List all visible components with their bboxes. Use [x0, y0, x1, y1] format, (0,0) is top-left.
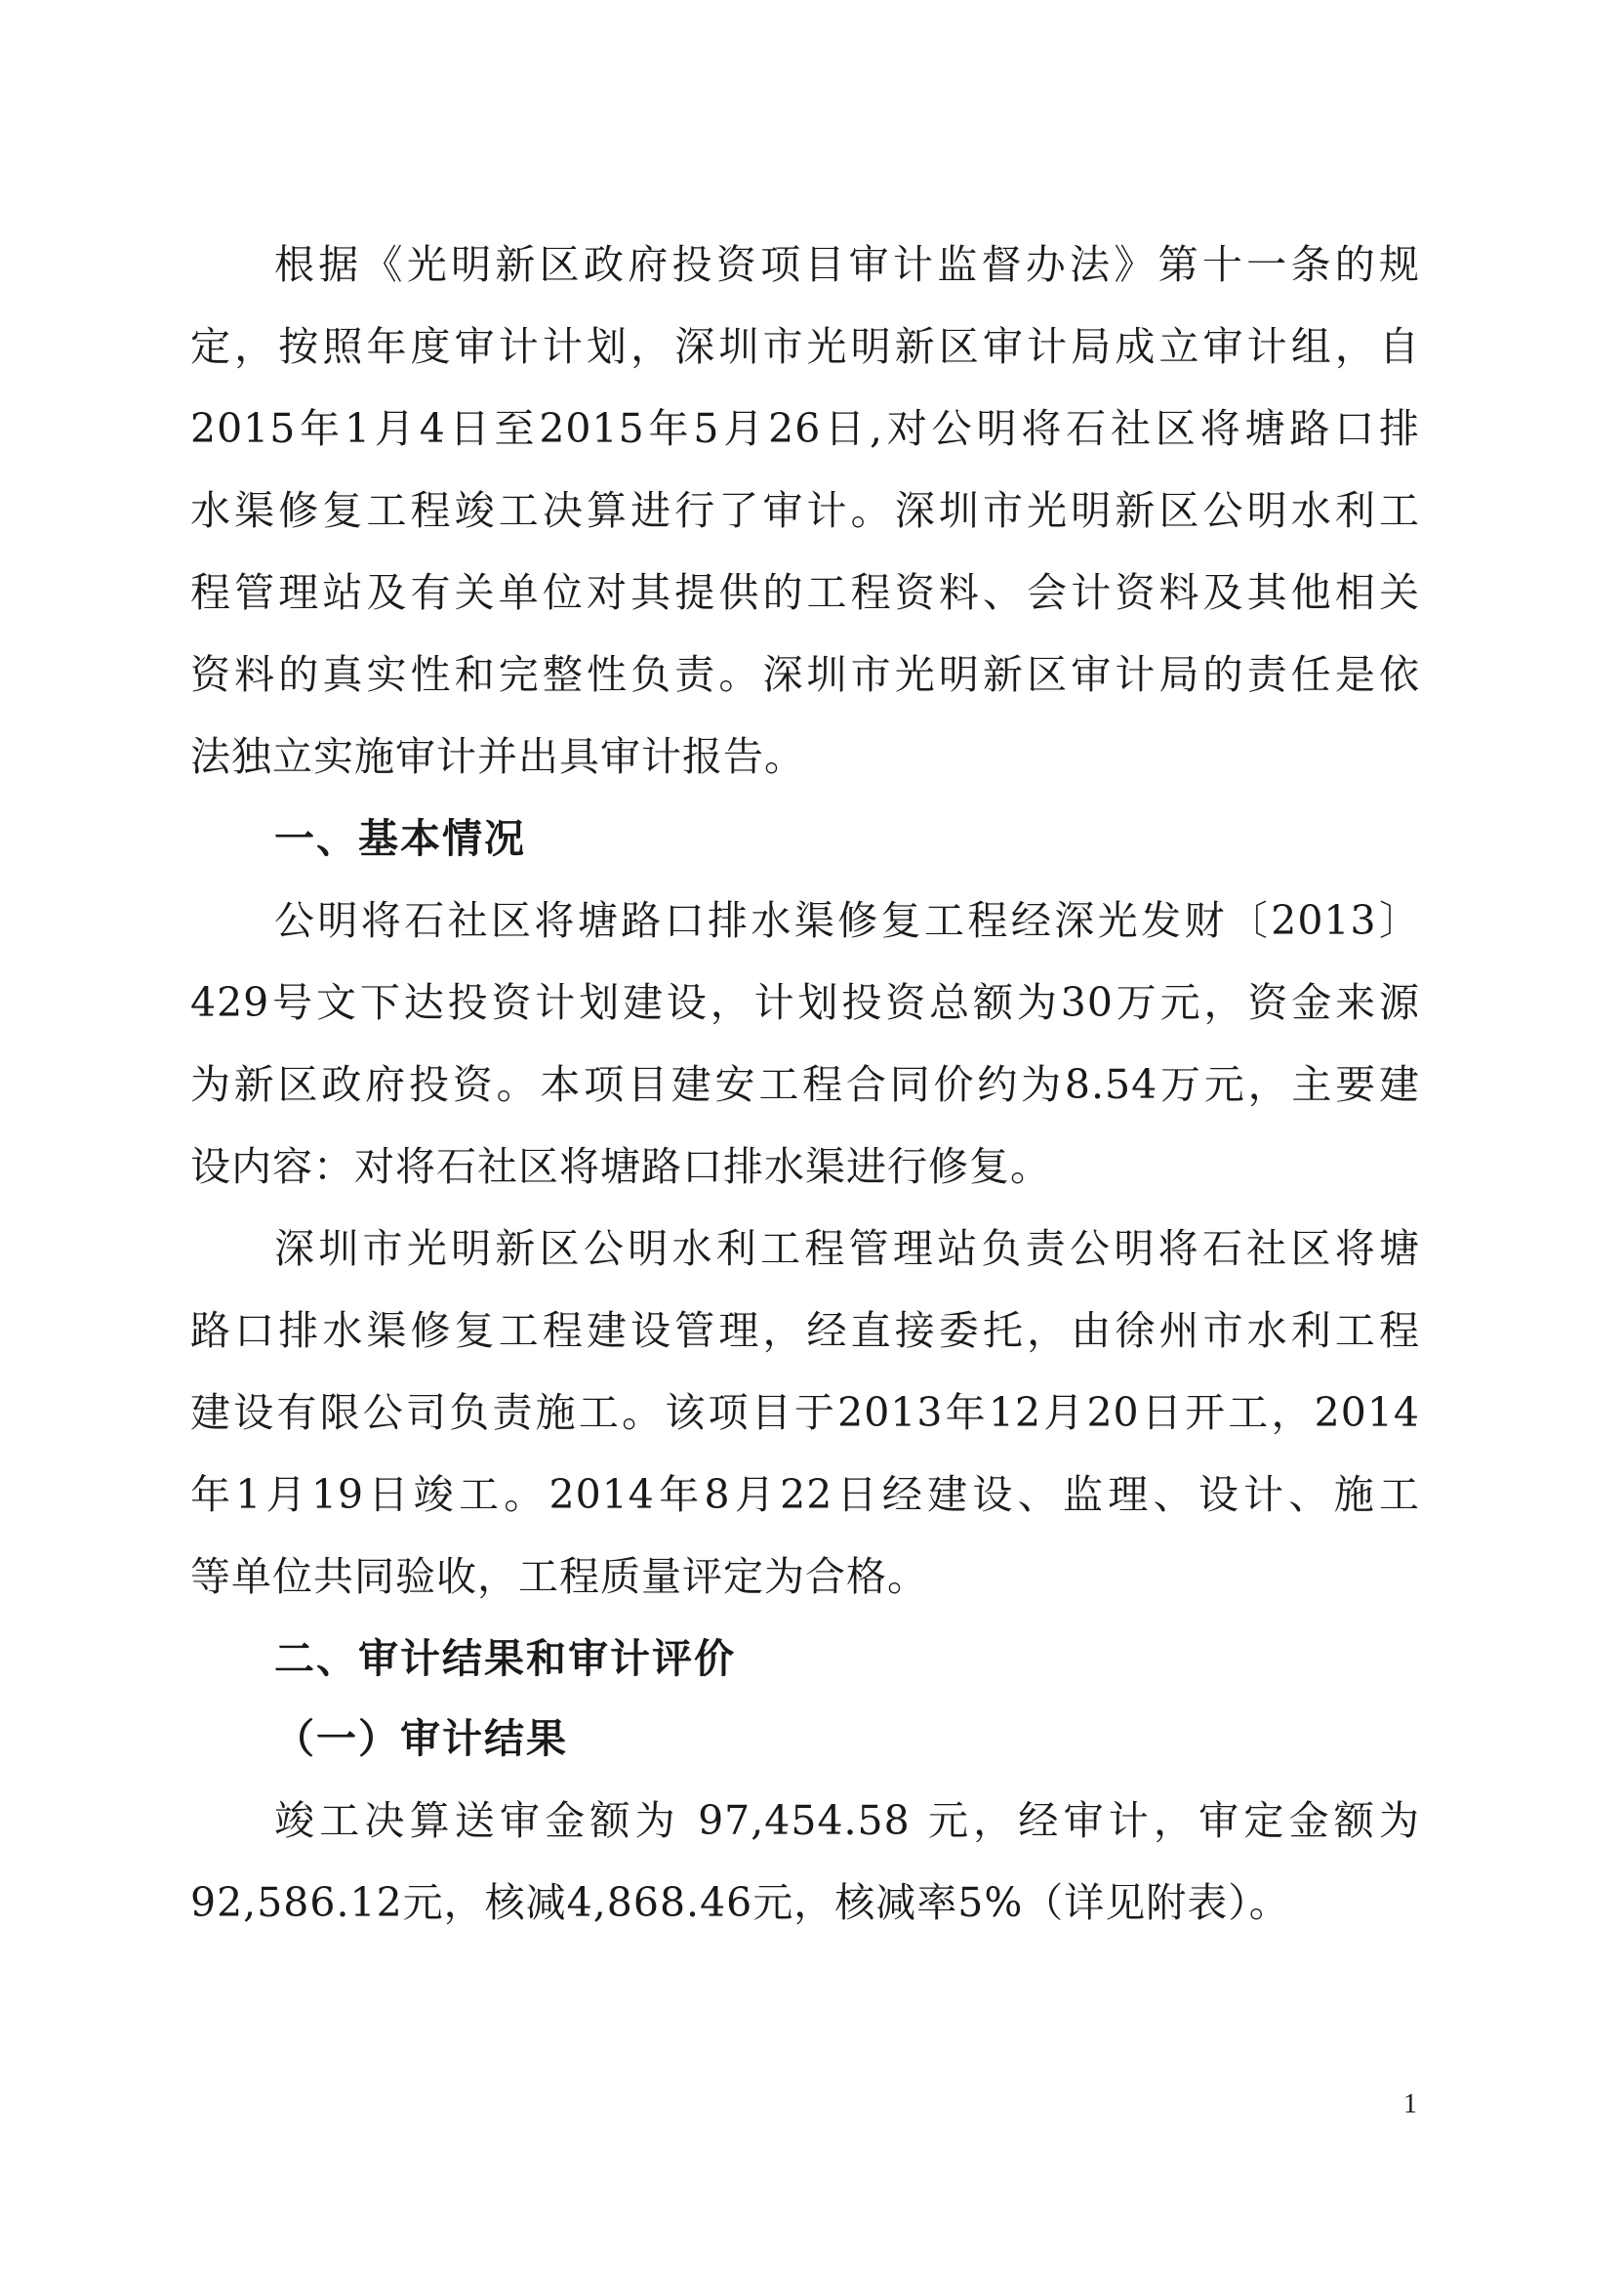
- paragraph-line: 水渠修复工程竣工决算进行了审计。深圳市光明新区公明水利工: [190, 487, 1420, 534]
- paragraph-line: 资料的真实性和完整性负责。深圳市光明新区审计局的责任是依: [190, 651, 1420, 698]
- paragraph-line: 2015年1月4日至2015年5月26日,对公明将石社区将塘路口排: [190, 405, 1420, 452]
- section-heading: 二、审计结果和审计评价: [274, 1635, 736, 1682]
- paragraph-line: 年1月19日竣工。2014年8月22日经建设、监理、设计、施工: [190, 1471, 1420, 1518]
- paragraph-line: 等单位共同验收，工程质量评定为合格。: [190, 1553, 928, 1600]
- paragraph-line: 路口排水渠修复工程建设管理，经直接委托，由徐州市水利工程: [190, 1307, 1420, 1354]
- section-heading: 一、基本情况: [274, 815, 526, 862]
- paragraph-line: 程管理站及有关单位对其提供的工程资料、会计资料及其他相关: [190, 569, 1420, 616]
- paragraph-line: 法独立实施审计并出具审计报告。: [190, 733, 805, 780]
- paragraph-line: 92,586.12元，核减4,868.46元，核减率5%（详见附表）。: [190, 1879, 1290, 1926]
- page-number: 1: [1403, 2089, 1417, 2119]
- paragraph-line: 设内容：对将石社区将塘路口排水渠进行修复。: [190, 1143, 1051, 1190]
- paragraph-line: 根据《光明新区政府投资项目审计监督办法》第十一条的规: [274, 241, 1420, 288]
- paragraph-line: 429号文下达投资计划建设，计划投资总额为30万元，资金来源: [190, 979, 1420, 1026]
- subsection-heading: （一）审计结果: [274, 1715, 568, 1762]
- paragraph-line: 为新区政府投资。本项目建安工程合同价约为8.54万元，主要建: [190, 1061, 1420, 1108]
- paragraph-line: 定，按照年度审计计划，深圳市光明新区审计局成立审计组，自: [190, 323, 1420, 370]
- paragraph-line: 建设有限公司负责施工。该项目于2013年12月20日开工，2014: [190, 1389, 1420, 1436]
- paragraph-line: 公明将石社区将塘路口排水渠修复工程经深光发财〔2013〕: [274, 897, 1420, 944]
- paragraph-line: 深圳市光明新区公明水利工程管理站负责公明将石社区将塘: [274, 1225, 1420, 1272]
- paragraph-line: 竣工决算送审金额为 97,454.58 元，经审计，审定金额为: [274, 1797, 1420, 1844]
